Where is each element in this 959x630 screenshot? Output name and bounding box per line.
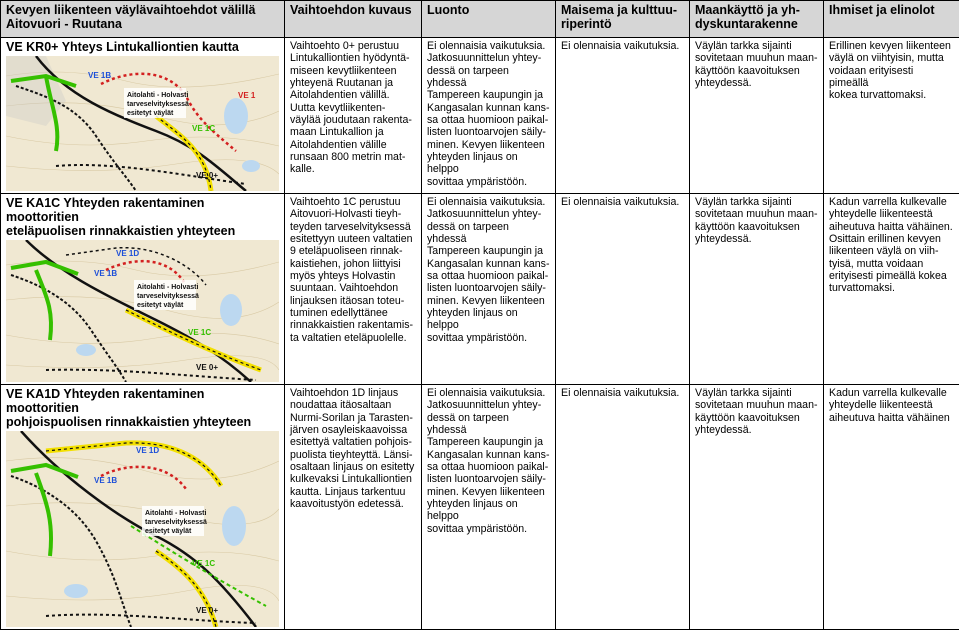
map-label-1b: VE 1B <box>88 71 111 80</box>
map-label-1d: VE 1D <box>116 249 139 258</box>
map-box-line2: tarveselvityksessä <box>145 519 207 526</box>
table-row <box>1 38 959 194</box>
header-people: Ihmiset ja elinolot <box>824 1 959 38</box>
landuse-cell: Väylän tarkka sijainti sovitetaan muuhun maan- käyttöön kaavoituksen yhteydessä. <box>690 385 824 630</box>
table-row <box>1 385 959 630</box>
people-cell: Kadun varrella kulkevalle yhteydelle liikenteestä aiheutuva haitta vähäinen <box>824 385 959 630</box>
map-box-line3: esitetyt väylät <box>137 302 184 309</box>
alternative-cell <box>1 38 285 194</box>
alternative-title: VE KA1C Yhteyden rakentaminen moottoritien eteläpuolisen rinnakkaistien yhteyteen <box>6 196 279 238</box>
map-label-1b: VE 1B <box>94 269 117 278</box>
people-cell: Kadun varrella kulkevalle yhteydelle liikenteestä aiheutuva haitta vähäinen. Osittain erillinen kevyen liikenteen väylä on viih- tyisä, mutta voidaan erityisesti pimeällä kokea turvattomaksi. <box>824 194 959 385</box>
map-label-0: VE 0+ <box>196 363 218 372</box>
header-landscape: Maisema ja kulttuu- riperintö <box>556 1 690 38</box>
table-row <box>1 194 959 385</box>
landuse-cell: Väylän tarkka sijainti sovitetaan muuhun maan- käyttöön kaavoituksen yhteydessä. <box>690 194 824 385</box>
header-landuse: Maankäyttö ja yh- dyskuntarakenne <box>690 1 824 38</box>
map-box-line1: Aitolahti - Holvasti <box>145 510 207 517</box>
description-cell: Vaihtoehto 0+ perustuu Lintukalliontien hyödyntä- miseen kevytliikenteen yhteyenä Ruutanan ja Aitolahdentien välillä. Uutta kevytliikenten- väylää joudutaan rakenta- maan Lintukallion ja Aitolahdentien välille runsaan 800 metrin mat- kalle. <box>285 38 422 194</box>
route-map <box>6 431 279 627</box>
map-label-1d: VE 1D <box>136 446 159 455</box>
header-alternatives: Kevyen liikenteen väylävaihtoehdot välillä Aitovuori - Ruutana <box>1 1 285 38</box>
nature-cell: Ei olennaisia vaikutuksia. Jatkosuunnittelun yhtey- dessä on tarpeen yhdessä Tampereen kaupungin ja Kangasalan kunnan kans- sa ottaa huomioon paikal- listen luontoarvojen säily- minen. Kevyen liikenteen yhteyden linjaus on helppo sovittaa ympäristöön. <box>422 38 556 194</box>
alternative-title: VE KR0+ Yhteys Lintukalliontien kautta <box>6 40 279 54</box>
map-label-0: VE 0+ <box>196 606 218 615</box>
map-label-0: VE 0+ <box>196 171 218 180</box>
map-label-1b: VE 1B <box>94 476 117 485</box>
map-box-line3: esitetyt väylät <box>127 110 174 117</box>
description-cell: Vaihtoehdon 1D linjaus noudattaa itäosaltaan Nurmi-Sorilan ja Tarasten- järven osayleiskaavoissa esitettyä valtatien pohjois- puolista tieyhteyttä. Länsi- osaltaan linjaus on esitetty kulkevaksi Lintukalliontien kautta. Linjaus tarkentuu kaavoitustyön edetessä. <box>285 385 422 630</box>
map-label-1c: VE 1C <box>192 124 215 133</box>
landuse-cell: Väylän tarkka sijainti sovitetaan muuhun maan- käyttöön kaavoituksen yhteydessä. <box>690 38 824 194</box>
landscape-cell: Ei olennaisia vaikutuksia. <box>556 38 690 194</box>
map-label-1c: VE 1C <box>188 328 211 337</box>
alternative-cell <box>1 194 285 385</box>
landscape-cell: Ei olennaisia vaikutuksia. <box>556 194 690 385</box>
map-label-1: VE 1 <box>238 91 256 100</box>
route-map <box>6 56 279 191</box>
alternative-cell <box>1 385 285 630</box>
map-box-line2: tarveselvityksessä <box>137 293 199 300</box>
header-description: Vaihtoehdon kuvaus <box>285 1 422 38</box>
map-box-line1: Aitolahti - Holvasti <box>137 284 199 291</box>
map-label-1c: VE 1C <box>192 559 215 568</box>
landscape-cell: Ei olennaisia vaikutuksia. <box>556 385 690 630</box>
map-box-line1: Aitolahti - Holvasti <box>127 92 189 99</box>
header-nature: Luonto <box>422 1 556 38</box>
nature-cell: Ei olennaisia vaikutuksia. Jatkosuunnittelun yhtey- dessä on tarpeen yhdessä Tampereen kaupungin ja Kangasalan kunnan kans- sa ottaa huomioon paikal- listen luontoarvojen säily- minen. Kevyen liikenteen yhteyden linjaus on helppo sovittaa ympäristöön. <box>422 194 556 385</box>
people-cell: Erillinen kevyen liikenteen väylä on viihtyisin, mutta voidaan erityisesti pimeällä kokea turvattomaksi. <box>824 38 959 194</box>
description-cell: Vaihtoehto 1C perustuu Aitovuori-Holvasti tieyh- teyden tarveselvityksessä esitettyyn uuteen valtatien 9 eteläpuoliseen rinnak- kaistiehen, johon liittyisi myös yhteys Holvastin suuntaan. Vaihtoehdon linjauksen itäosan toteu- tuminen edellyttänee rinnakkaistien rakentamis- ta valtatien eteläpuolelle. <box>285 194 422 385</box>
header-row <box>1 1 959 38</box>
map-box-line2: tarveselvityksessä <box>127 101 189 108</box>
route-map <box>6 240 279 382</box>
map-box-line3: esitetyt väylät <box>145 528 192 535</box>
nature-cell: Ei olennaisia vaikutuksia. Jatkosuunnittelun yhtey- dessä on tarpeen yhdessä Tampereen kaupungin ja Kangasalan kunnan kans- sa ottaa huomioon paikal- listen luontoarvojen säily- minen. Kevyen liikenteen yhteyden linjaus on helppo sovittaa ympäristöön. <box>422 385 556 630</box>
alternative-title: VE KA1D Yhteyden rakentaminen moottoritien pohjoispuolisen rinnakkaistien yhteyteen <box>6 387 279 429</box>
